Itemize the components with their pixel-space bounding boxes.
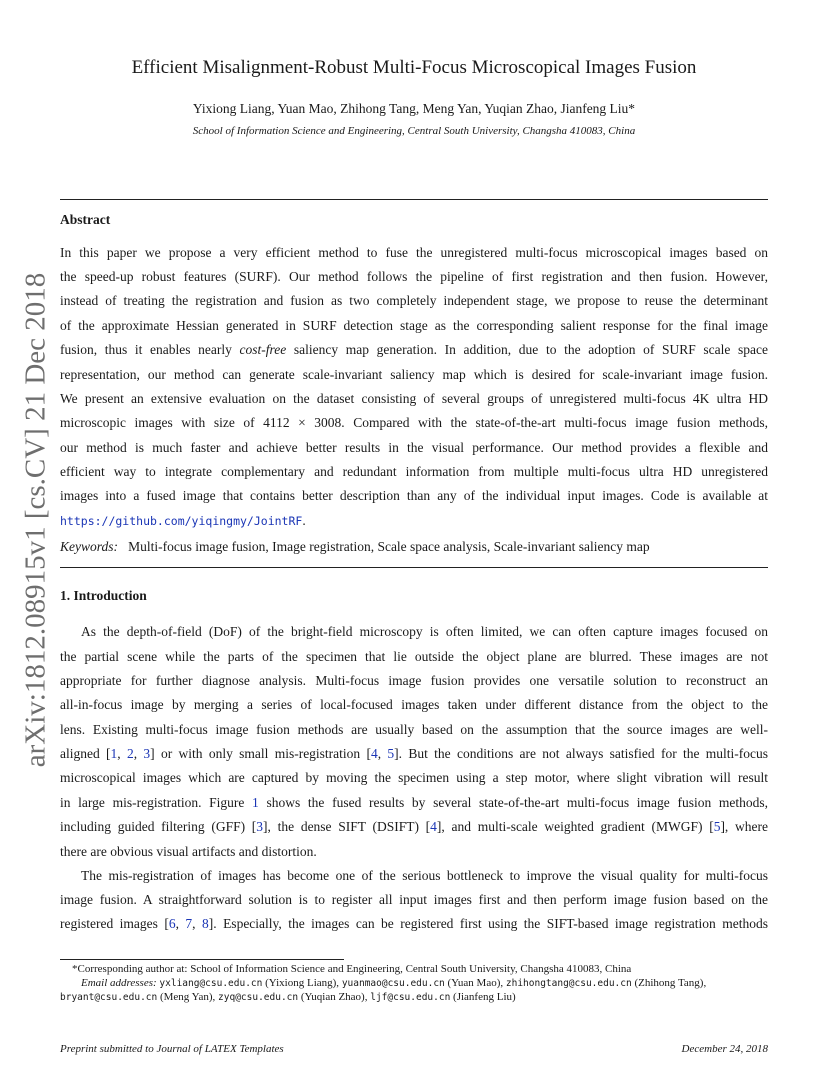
email-address[interactable]: zyq@csu.edu.cn [218,992,299,1003]
abstract-line: In this paper we propose a very efficient method to fuse the unregistered multi-focus microscopical images based on [60,245,768,260]
body-line: appropriate for further diagnose analysis. Multi-focus image fusion provides one versatile solution to reconstruct an [60,673,768,688]
text-run: , [117,746,127,761]
body-line [60,817,768,837]
text-run: , [175,916,186,931]
text-run: , [377,746,388,761]
arxiv-id: arXiv:1812.08915v1 [cs.CV] 21 Dec 2018 [19,272,52,768]
abstract-bottom-rule [60,567,768,568]
text-run: ], and multi-scale weighted gradient (MWGF) [ [436,819,714,834]
abstract-line: of the approximate Hessian generated in SURF detection stage as the corresponding salient response for the final image [60,318,768,333]
abstract-line: our method is much faster and achieve better results in the visual performance. Our method provides a flexible and [60,440,768,455]
citation-link[interactable]: 7 [185,916,193,931]
section-heading-introduction: 1. Introduction [60,588,147,603]
text-run: ] or with only small mis-registration [ [150,746,371,761]
figure-link[interactable]: 1 [252,795,259,810]
body-line [60,914,768,934]
emphasis-cost-free: cost-free [239,342,287,357]
citation-link[interactable]: 8 [202,916,209,931]
text-run: shows the fused results by several state-of-the-art multi-focus image fusion methods, [258,795,768,810]
abstract-line: representation, our method can generate scale-invariant saliency map which is desired for scale-invariant image fusion. [60,367,768,382]
abstract-line [60,340,768,360]
body-line: The mis-registration of images has become one of the serious bottleneck to improve the visual quality for multi-focus [81,868,768,883]
citation-link[interactable]: 1 [110,746,118,761]
text-run: ], where [720,819,768,834]
email-address[interactable]: yxliang@csu.edu.cn [159,978,263,989]
top-rule [60,199,768,200]
text-run: ], the dense SIFT (DSIFT) [ [263,819,431,834]
footer-date: December 24, 2018 [681,1043,768,1055]
citation-link[interactable]: 3 [256,819,264,834]
abstract-line-text: fusion, thus it enables nearly [60,342,232,357]
footnote-corresponding: *Corresponding author at: School of Information Science and Engineering, Central South University, Changsha 410083, China [72,963,632,975]
abstract-heading: Abstract [60,212,111,227]
footnote-rule [60,959,344,960]
abstract-line: efficient way to integrate complementary and redundant information from multiple multi-focus ultra HD unregistered [60,464,768,479]
body-line: image fusion. A straightforward solution is to register all input images first and then perform image fusion based on the [60,892,768,907]
text-run: aligned [ [60,746,111,761]
abstract-line: microscopic images with size of 4112 × 3008. Compared with the state-of-the-art multi-focus image fusion methods, [60,415,768,430]
abstract-line: We present an extensive evaluation on the dataset consisting of several groups of unregistered multi-focus 4K ultra HD [60,391,768,406]
body-line: all-in-focus image by merging a series of local-focused images taken under different distance from the object to the [60,697,768,712]
abstract-line: instead of treating the registration and fusion as two completely independent stage, we propose to reuse the determinant [60,293,768,308]
footnote-emails [60,990,768,1005]
text-run: , [133,746,144,761]
author-list: Yixiong Liang, Yuan Mao, Zhihong Tang, Meng Yan, Yuqian Zhao, Jianfeng Liu* [192,101,636,116]
email-address[interactable]: zhihongtang@csu.edu.cn [505,978,632,989]
body-line [60,744,768,764]
text-run: ]. Especially, the images can be registered first using the SIFT-based image registration methods [208,916,768,931]
body-line: the partial scene while the parts of the specimen that lie outside the object plane are blurred. These images are not [60,649,768,664]
body-line [60,793,768,813]
code-link[interactable]: https://github.com/yiqingmy/JointRF [60,514,303,528]
abstract-line [60,511,768,531]
text-run: (Yixiong Liang), [262,977,342,989]
citation-link[interactable]: 3 [143,746,151,761]
text-run: (Yuqian Zhao), [298,991,371,1003]
affiliation: School of Information Science and Engineering, Central South University, Changsha 410083, China [192,125,636,137]
footer-journal: Preprint submitted to Journal of LATEX Templates [60,1043,284,1055]
text-run: ]. But the conditions are not always satisfied for the multi-focus [394,746,769,761]
body-line: microscopical images which are captured by moving the specimen using a step motor, where slight vibration will result [60,770,768,785]
text-run: in large mis-registration. Figure [60,795,253,810]
citation-link[interactable]: 4 [370,746,378,761]
text-run: (Jianfeng Liu) [450,991,516,1003]
citation-link[interactable]: 5 [387,746,395,761]
footnote-emails [81,976,789,991]
paper-title: Efficient Misalignment-Robust Multi-Focus Microscopical Images Fusion [131,57,697,78]
text-run: (Zhihong Tang), [631,977,707,989]
text-run: (Meng Yan), [157,991,219,1003]
keywords-text: Multi-focus image fusion, Image registration, Scale space analysis, Scale-invariant saliency map [128,539,650,554]
abstract-line: images into a fused image that contains better description than any of the individual input images. Code is available at [60,488,768,503]
keywords-label: Keywords: [60,539,118,554]
email-label: Email addresses: [81,977,157,989]
keywords [60,537,768,557]
code-link-period: . [302,513,306,528]
abstract-line-text: saliency map generation. In addition, due to the adoption of SURF scale space [286,342,768,357]
citation-link[interactable]: 4 [430,819,437,834]
body-line: lens. Existing multi-focus image fusion methods are usually based on the assumption that the source images are well- [60,722,768,737]
abstract-line: the speed-up robust features (SURF). Our method follows the pipeline of first registration and then fusion. However, [60,269,768,284]
body-line: As the depth-of-field (DoF) of the bright-field microscopy is often limited, we can often capture images focused on [81,624,768,639]
arxiv-sidebar [10,272,62,768]
citation-link[interactable]: 2 [126,746,134,761]
email-address[interactable]: bryant@csu.edu.cn [60,992,158,1003]
email-address[interactable]: yuanmao@csu.edu.cn [341,978,445,989]
citation-link[interactable]: 6 [168,916,176,931]
text-run: , [192,916,202,931]
email-address[interactable]: ljf@csu.edu.cn [370,992,451,1003]
text-run: (Yuan Mao), [444,977,506,989]
citation-link[interactable]: 5 [713,819,721,834]
text-run: registered images [ [60,916,169,931]
text-run: including guided filtering (GFF) [ [60,819,257,834]
body-line: there are obvious visual artifacts and distortion. [60,844,317,859]
